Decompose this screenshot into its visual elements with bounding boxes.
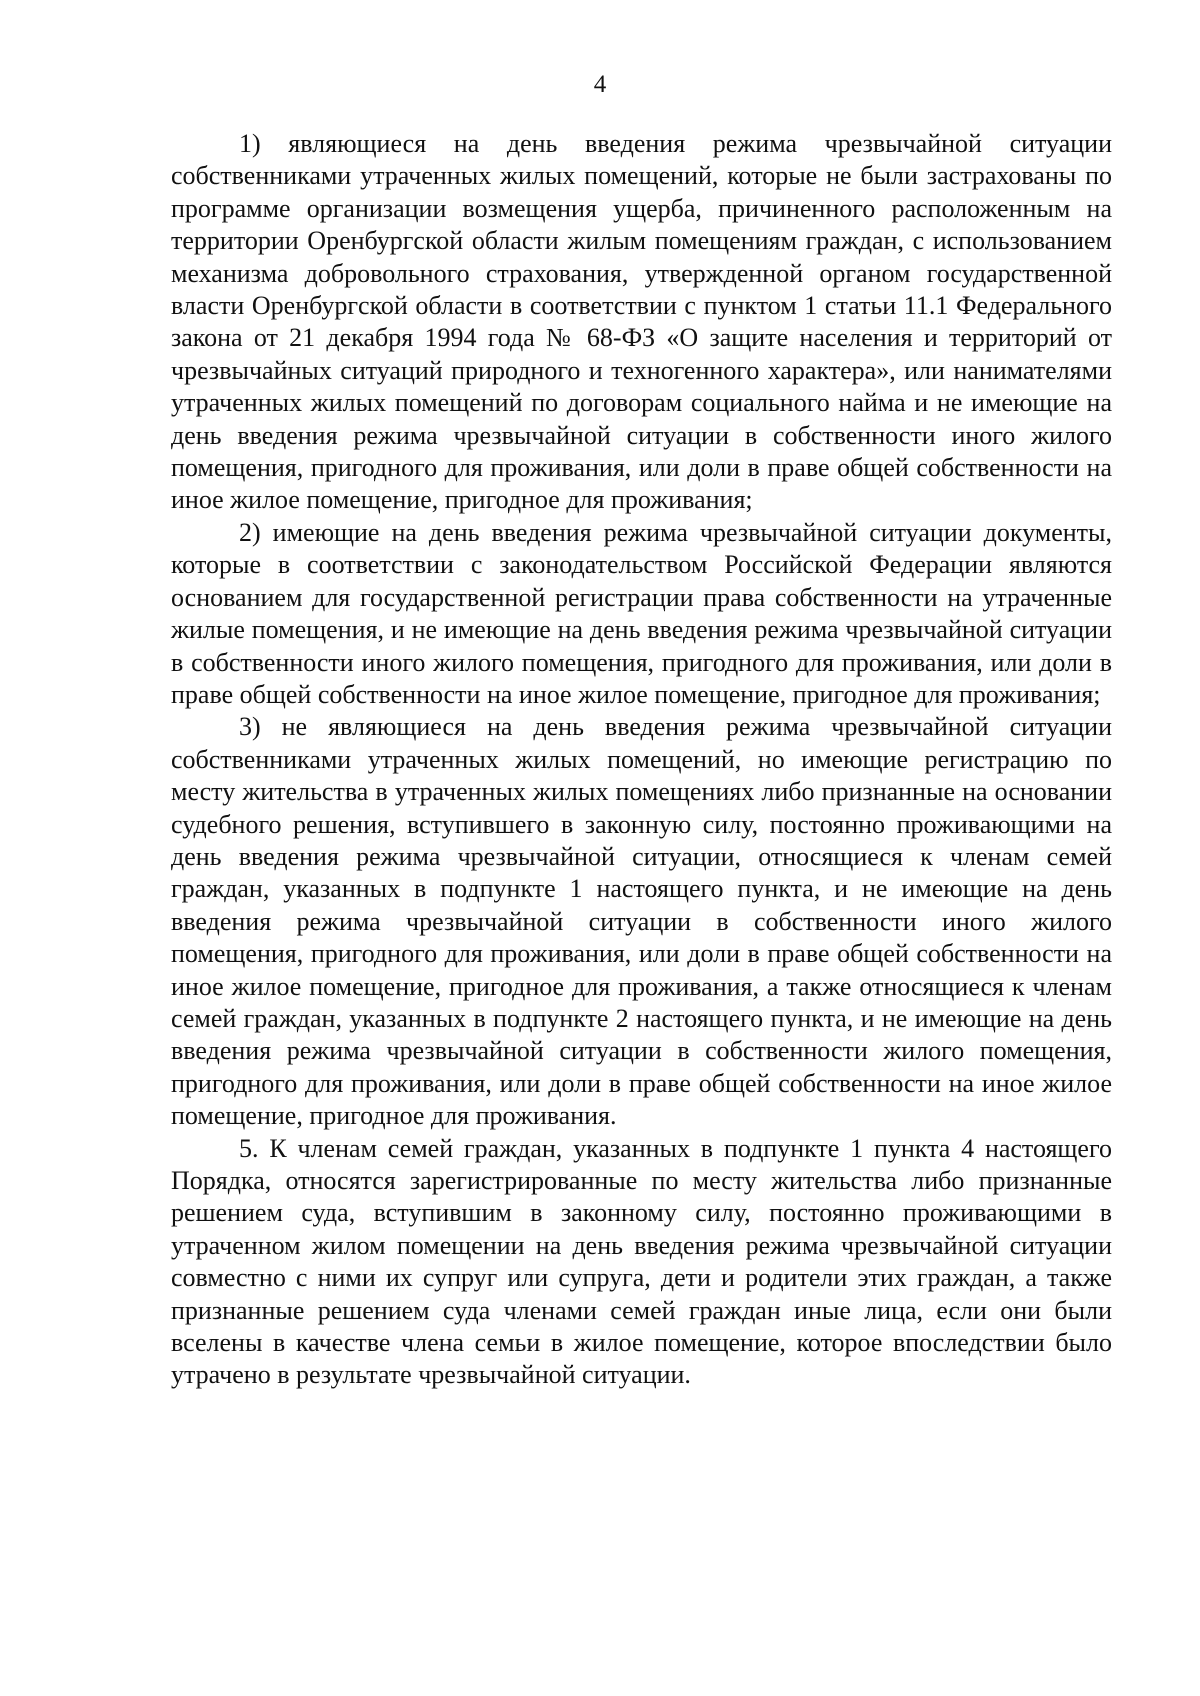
paragraph-subpoint-3: 3) не являющиеся на день введения режима чрезвычайной ситуации собственниками утраченных жилых помещений, но имеющие регистрацию по месту жительства в утраченных жилых помещениях либо признанные на основании судебного решения, вступившего в законную силу, постоянно проживающими на день введения режима чрезвычайной ситуации, относящиеся к членам семей граждан, указанных в подпункте 1 настоящего пункта, и не имеющие на день введения режима чрезвычайной ситуации в собственности иного жилого помещения, пригодного для проживания, или доли в праве общей собственности на иное жилое помещение, пригодное для проживания, а также относящиеся к членам семей граждан, указанных в подпункте 2 настоящего пункта, и не имеющие на день введения режима чрезвычайной ситуации в собственности жилого помещения, пригодного для проживания, или доли в праве общей собственности на иное жилое помещение, пригодное для проживания. bbox=[171, 712, 1112, 1131]
document-body bbox=[171, 128, 1112, 1392]
page-number: 4 bbox=[593, 71, 607, 98]
paragraph-subpoint-2: 2) имеющие на день введения режима чрезвычайной ситуации документы, которые в соответствии с законодательством Российской Федерации являются основанием для государственной регистрации права собственности на утраченные жилые помещения, и не имеющие на день введения режима чрезвычайной ситуации в собственности иного жилого помещения, пригодного для проживания, или доли в праве общей собственности на иное жилое помещение, пригодное для проживания; bbox=[171, 517, 1112, 709]
paragraph-point-5: 5. К членам семей граждан, указанных в подпункте 1 пункта 4 настоящего Порядка, относятся зарегистрированные по месту жительства либо признанные решением суда, вступившим в законному силу, постоянно проживающими в утраченном жилом помещении на день введения режима чрезвычайной ситуации совместно с ними их супруг или супруга, дети и родители этих граждан, а также признанные решением суда членами семей граждан иные лица, если они были вселены в качестве члена семьи в жилое помещение, которое впоследствии было утрачено в результате чрезвычайной ситуации. bbox=[171, 1133, 1112, 1390]
paragraph-subpoint-1: 1) являющиеся на день введения режима чрезвычайной ситуации собственниками утраченных жилых помещений, которые не были застрахованы по программе организации возмещения ущерба, причиненного расположенным на территории Оренбургской области жилым помещениям граждан, с использованием механизма добровольного страхования, утвержденной органом государственной власти Оренбургской области в соответствии с пунктом 1 статьи 11.1 Федерального закона от 21 декабря 1994 года № 68-ФЗ «О защите населения и территорий от чрезвычайных ситуаций природного и техногенного характера», или нанимателями утраченных жилых помещений по договорам социального найма и не имеющие на день введения режима чрезвычайной ситуации в собственности иного жилого помещения, пригодного для проживания, или доли в праве общей собственности на иное жилое помещение, пригодное для проживания; bbox=[171, 129, 1112, 515]
